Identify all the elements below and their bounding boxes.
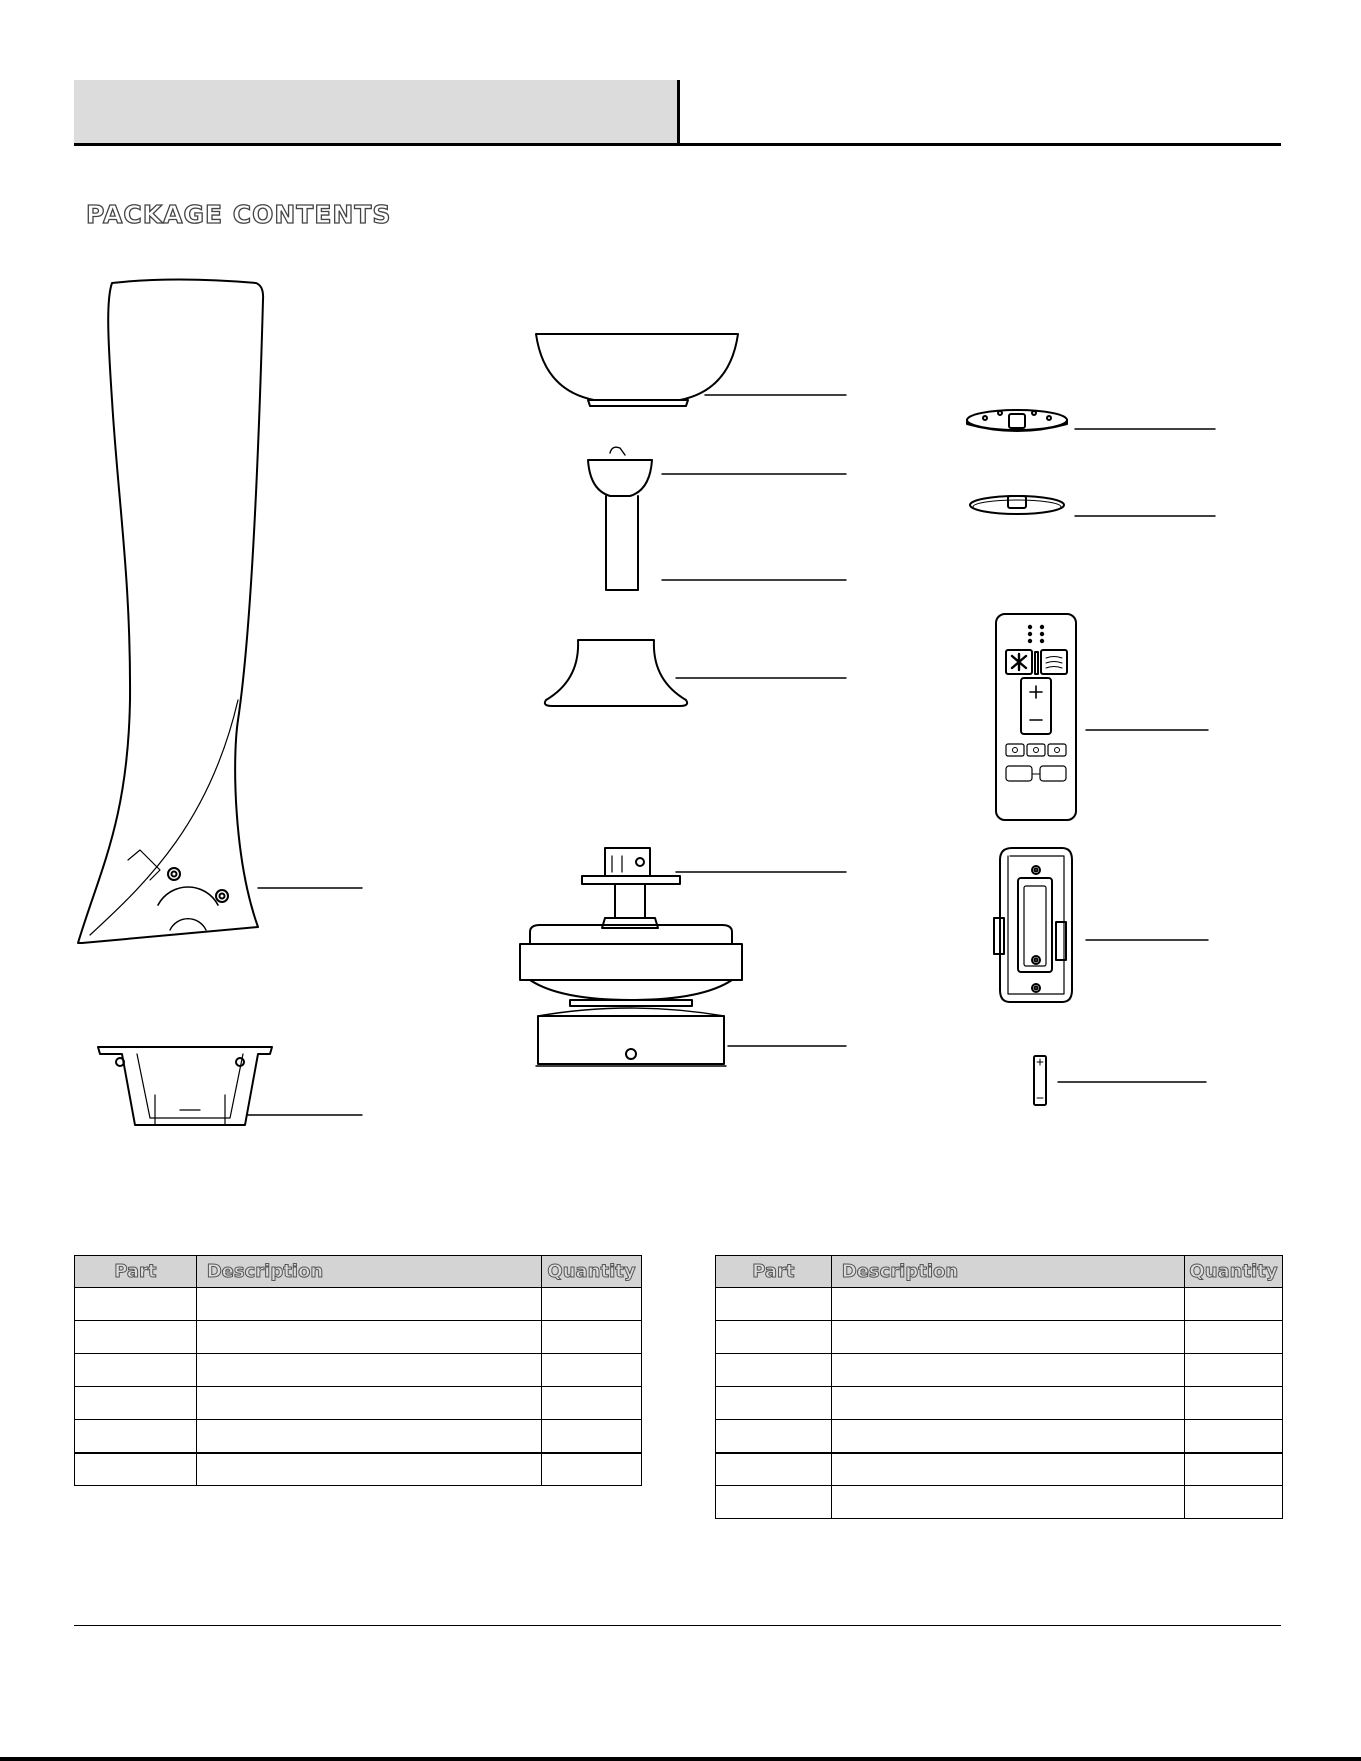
cell-quantity bbox=[1185, 1486, 1283, 1519]
cell-part bbox=[75, 1354, 197, 1387]
cell-quantity bbox=[1185, 1387, 1283, 1420]
column-header-part: Part bbox=[75, 1256, 197, 1288]
cell-quantity bbox=[542, 1288, 642, 1321]
table-row bbox=[75, 1420, 642, 1453]
cell-description bbox=[831, 1486, 1184, 1519]
cell-part bbox=[716, 1486, 832, 1519]
downrod-drawing bbox=[588, 447, 846, 590]
cell-description bbox=[831, 1354, 1184, 1387]
cell-quantity bbox=[542, 1354, 642, 1387]
mounting-plate-drawing bbox=[967, 410, 1215, 431]
table-row bbox=[75, 1453, 642, 1486]
canopy-drawing bbox=[536, 334, 846, 406]
table-row bbox=[716, 1354, 1283, 1387]
footer-rule bbox=[74, 1625, 1281, 1626]
cell-part bbox=[75, 1321, 197, 1354]
column-header-part: Part bbox=[716, 1256, 832, 1288]
cell-quantity bbox=[542, 1321, 642, 1354]
column-header-description: Description bbox=[831, 1256, 1184, 1288]
table-row bbox=[75, 1288, 642, 1321]
column-header-quantity: Quantity bbox=[1185, 1256, 1283, 1288]
cell-description bbox=[196, 1321, 541, 1354]
cell-description bbox=[831, 1387, 1184, 1420]
cell-description bbox=[831, 1288, 1184, 1321]
cell-part bbox=[716, 1354, 832, 1387]
motor-assembly-drawing bbox=[520, 848, 846, 1066]
column-header-quantity: Quantity bbox=[542, 1256, 642, 1288]
fan-blade-drawing bbox=[78, 280, 362, 944]
table-row bbox=[75, 1354, 642, 1387]
cell-quantity bbox=[542, 1420, 642, 1453]
cell-part bbox=[716, 1453, 832, 1486]
cell-quantity bbox=[1185, 1420, 1283, 1453]
table-row bbox=[716, 1288, 1283, 1321]
table-row bbox=[716, 1321, 1283, 1354]
remote-holder-drawing bbox=[994, 848, 1208, 1002]
cell-description bbox=[196, 1387, 541, 1420]
coupling-cover-drawing bbox=[545, 640, 846, 706]
cell-quantity bbox=[1185, 1288, 1283, 1321]
cell-description bbox=[831, 1453, 1184, 1486]
cell-part bbox=[716, 1420, 832, 1453]
table-row bbox=[75, 1387, 642, 1420]
cell-part bbox=[75, 1453, 197, 1486]
cell-description bbox=[196, 1288, 541, 1321]
cell-description bbox=[196, 1354, 541, 1387]
cell-part bbox=[716, 1387, 832, 1420]
parts-table-right bbox=[715, 1255, 1283, 1519]
cell-part bbox=[716, 1288, 832, 1321]
table-row bbox=[716, 1420, 1283, 1453]
cell-part bbox=[75, 1420, 197, 1453]
battery-drawing bbox=[1034, 1056, 1206, 1105]
bottom-edge-strip bbox=[0, 1757, 1361, 1761]
mounting-bracket-drawing bbox=[98, 1047, 362, 1125]
table-row bbox=[716, 1486, 1283, 1519]
remote-control-drawing bbox=[996, 614, 1208, 820]
table-row bbox=[75, 1321, 642, 1354]
cell-quantity bbox=[542, 1387, 642, 1420]
cell-part bbox=[75, 1288, 197, 1321]
cell-quantity bbox=[1185, 1321, 1283, 1354]
cell-part bbox=[75, 1387, 197, 1420]
cell-quantity bbox=[1185, 1354, 1283, 1387]
column-header-description: Description bbox=[196, 1256, 541, 1288]
cell-description bbox=[831, 1321, 1184, 1354]
cell-description bbox=[196, 1420, 541, 1453]
table-row bbox=[716, 1387, 1283, 1420]
parts-table-left bbox=[74, 1255, 642, 1486]
section-title: PACKAGE CONTENTS bbox=[86, 200, 392, 229]
cell-description bbox=[196, 1453, 541, 1486]
ring-plate-drawing bbox=[970, 496, 1215, 516]
cell-quantity bbox=[1185, 1453, 1283, 1486]
cell-quantity bbox=[542, 1453, 642, 1486]
table-row bbox=[716, 1453, 1283, 1486]
cell-part bbox=[716, 1321, 832, 1354]
cell-description bbox=[831, 1420, 1184, 1453]
